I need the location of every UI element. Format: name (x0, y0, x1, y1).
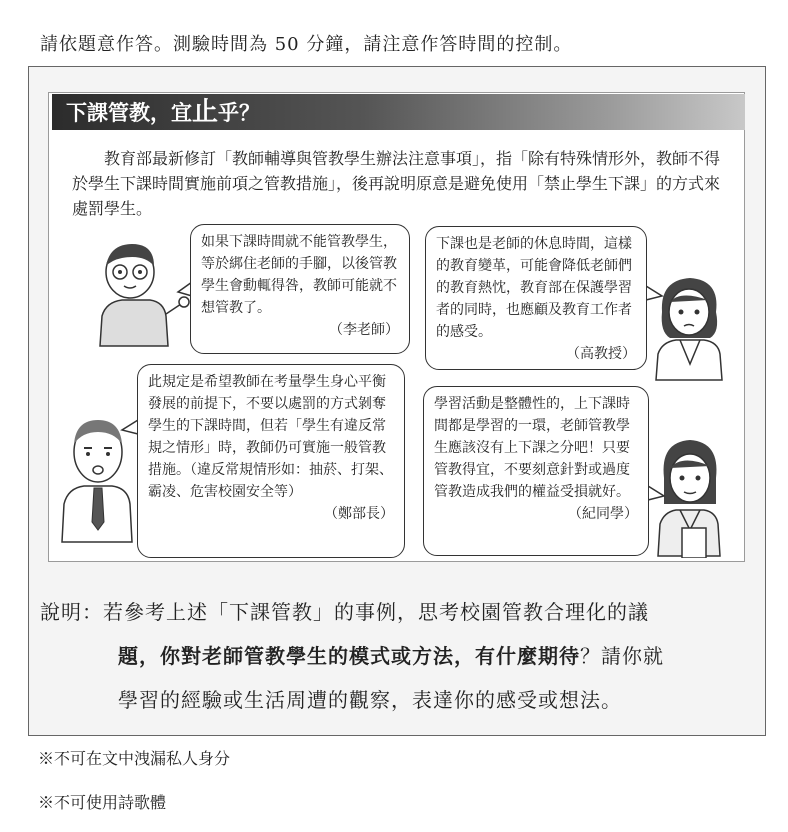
bubble-text: 如果下課時間就不能管教學生，等於綁住老師的手腳，以後管教學生會動輒得咎，教師可能就不想管教了。 (201, 234, 397, 316)
question-label: 說明： (40, 600, 103, 624)
speech-bubble-teacher-li (190, 224, 410, 354)
title-part1: 下課管教，宜 (66, 100, 192, 125)
speech-bubble-minister-zheng (137, 364, 405, 558)
instruction-text: 請依題意作答。測驗時間為 50 分鐘，請注意作答時間的控制。 (40, 34, 573, 55)
intro-paragraph: 教育部最新修訂「教師輔導與管教學生辦法注意事項」，指「除有特殊情形外，教師不得於學生下課時間實施前項之管教措施」，後再說明原意是避免使用「禁止學生下課」的方式來處罰學生。 (72, 149, 721, 218)
note-item: ※不可使用詩歌體 (38, 793, 167, 812)
bubble-speaker: （高教授） (566, 346, 636, 362)
question-line1: 若參考上述「下課管教」的事例，思考校園管教合理化的議 (103, 600, 649, 624)
bubble-text: 學習活動是整體性的，上下課時間都是學習的一環，老師管教學生應該沒有上下課之分吧！只要管教得宜，不要刻意針對或過度管教造成我們的權益受損就好。 (434, 396, 630, 500)
bubble-speaker: （紀同學） (568, 506, 638, 522)
speech-bubble-professor-gao (425, 226, 647, 370)
bubble-text: 此規定是希望教師在考量學生身心平衡發展的前提下，不要以處罰的方式剝奪學生的下課時間，但若「學生有違反常規之情形」時，教師仍可實施一般管教措施。（違反常規情形如：抽菸、打架、霸凌、危害校園安全等） (148, 374, 393, 500)
question-line2-bold: 題，你對老師管教學生的模式或方法，有什麼期待 (118, 644, 580, 668)
bubble-speaker: （李老師） (329, 322, 399, 338)
question-line3: 學習的經驗或生活周遭的觀察，表達你的感受或想法。 (118, 688, 622, 712)
question-prompt (40, 590, 760, 722)
speech-bubble-student-ji (423, 386, 649, 556)
bubble-speaker: （鄭部長） (324, 506, 394, 522)
title-part3: 乎？ (218, 100, 261, 125)
article-title (66, 96, 260, 129)
title-part2: 止 (192, 97, 219, 127)
question-line2-rest: ？請你就 (580, 644, 664, 668)
note-item: ※不可在文中洩漏私人身分 (38, 749, 231, 768)
question-line2 (40, 634, 760, 678)
bubble-text: 下課也是老師的休息時間，這樣的教育變革，可能會降低老師們的教育熱忱，教育部在保護學習者的同時，也應顧及教育工作者的感受。 (436, 236, 632, 340)
